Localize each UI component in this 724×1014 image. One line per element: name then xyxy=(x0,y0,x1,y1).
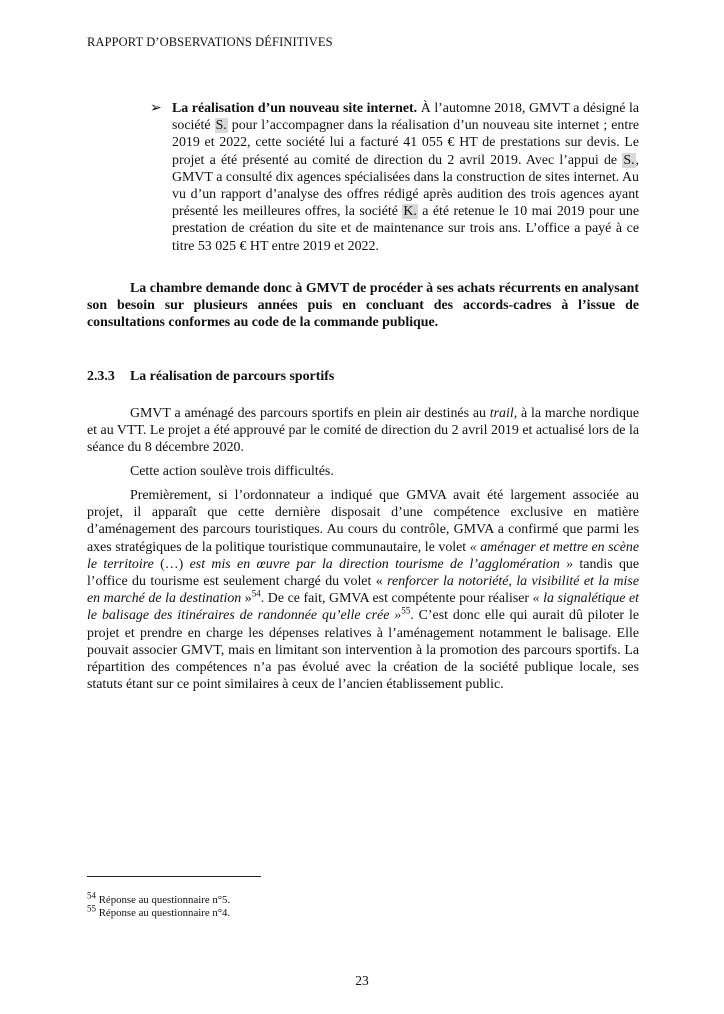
footnote-separator xyxy=(87,876,261,877)
section-number: 2.3.3 xyxy=(87,369,115,384)
bullet-title: La réalisation d’un nouveau site internet. xyxy=(172,101,418,116)
paragraph-difficulties: Cette action soulève trois difficultés. xyxy=(130,464,334,479)
footnote-ref[interactable]: 54 xyxy=(251,588,261,599)
redacted-company-s: S. xyxy=(215,118,227,134)
arrow-bullet-icon: ➢ xyxy=(150,101,162,116)
footnotes xyxy=(87,890,231,920)
footnote-item: $^{54}$ Réponse au questionnaire n°5. xyxy=(87,890,231,906)
paragraph-first-difficulty: Premièrement, si l’ordonnateur a indiqué que GMVA avait été largement associée au projet, il apparaît que cette dernière disposait d’une compétence exclusive en matière d’aménagement des parcours touristiques. Au cours du contrôle, GMVA a confirmé que parmi les axes stratégiques de la politique touristique communautaire, le volet « aménager et mettre en scène le territoire (…) est mis en œuvre par la direction tourisme de l’agglomération » tandis que l’office du tourisme est seulement chargé du volet « renforcer la notoriété, la visibilité et la mise en marché de la destination »$^{54}$. De ce fait, GMVA est compétente pour réaliser « la signalétique et le balisage des itinéraires de randonnée qu’elle crée »$^{55}$. C’est donc elle qui aurait dû piloter le projet et prendre en charge les dépenses relatives à l’aménagement notamment le balisage. Elle pouvait associer GMVT, mais en limitant son intervention à la promotion des parcours sportifs. La répartition des compétences n’a pas évolué avec la création de la société publique locale, ses statuts étant sur ce point similaires à ceux de l’ancien établissement public. xyxy=(87,488,640,693)
paragraph-parcours: GMVT a aménagé des parcours sportifs en plein air destinés au trail, à la marche nordique et au VTT. Le projet a été approuvé par le comité de direction du 2 avril 2019 et actualisé lors de la séance du 8 décembre 2020. xyxy=(87,406,639,456)
section-heading xyxy=(87,369,334,385)
footnote-item: $^{55}$ Réponse au questionnaire n°4. xyxy=(87,903,231,919)
recommendation-paragraph: La chambre demande donc à GMVT de procéder à ses achats récurrents en analysant son besoin sur plusieurs années puis en concluant des accords-cadres à l’issue de consultations conformes au code de la commande publique. xyxy=(87,281,639,331)
bullet-text: La réalisation d’un nouveau site internet. À l’automne 2018, GMVT a désigné la société S. pour l’accompagner dans la réalisation d’un nouveau site internet ; entre 2019 et 2022, cette société lui a facturé 41 055 € HT de prestations sur devis. Le projet a été présenté au comité de direction du 2 avril 2019. Avec l’appui de S., GMVT a consulté dix agences spécialisées dans la construction de sites internet. Au vu d’un rapport d’analyse des offres rédigé après audition des trois agences ayant présenté les meilleures offres, la société K. a été retenue le 10 mai 2019 pour une prestation de création du site et de maintenance sur trois ans. L’office a payé à ce titre 53 025 € HT entre 2019 et 2022. xyxy=(172,101,640,254)
page-number: 23 xyxy=(355,973,369,988)
section-title: La réalisation de parcours sportifs xyxy=(130,369,335,384)
running-header: RAPPORT D’OBSERVATIONS DÉFINITIVES xyxy=(87,35,333,49)
bullet-item-website xyxy=(150,100,639,255)
redacted-company-s: S. xyxy=(623,152,635,168)
redacted-company-k: K. xyxy=(403,204,417,220)
footnote-ref[interactable]: 55 xyxy=(401,605,411,616)
